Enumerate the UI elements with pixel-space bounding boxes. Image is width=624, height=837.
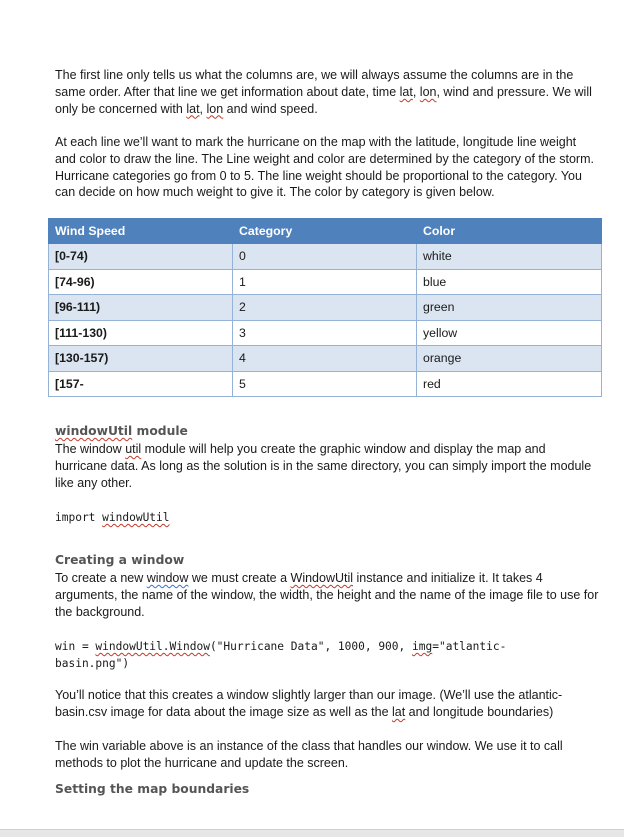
text-run: module: [132, 424, 188, 438]
win-variable-paragraph: The win variable above is an instance of the class that handles our window. We use it to call methods to plot the hurricane and update the screen.: [55, 739, 563, 770]
code-text: ="atlantic-: [432, 640, 507, 653]
cell-wind-speed: [96-111): [49, 295, 233, 321]
category-paragraph: At each line we’ll want to mark the hurricane on the map with the latitude, longitude line weight and color to draw the line. The Line weight and color are determined by the category of the storm. Hurricane categories go from 0 to 5. The line weight should be proportional to the category. You can decide on how much weight to give it. The color by category is given below.: [55, 135, 594, 200]
spellcheck-word: img: [412, 640, 433, 653]
cell-wind-speed: [111-130): [49, 320, 233, 346]
cell-category: 5: [233, 371, 417, 397]
text-run: and wind speed.: [223, 101, 318, 116]
text-run: , wind and pressure. We will only be concerned with: [55, 84, 592, 116]
header-category: Category: [233, 219, 417, 244]
cell-color: white: [417, 244, 602, 270]
cell-color: blue: [417, 269, 602, 295]
spellcheck-word: WindowUtil: [290, 571, 354, 585]
category-table: [48, 218, 602, 397]
text-run: ,: [199, 101, 207, 116]
cell-category: 2: [233, 295, 417, 321]
header-color: Color: [417, 219, 602, 244]
text-run: To create a new: [55, 571, 147, 585]
table-row: [49, 295, 602, 321]
spellcheck-word: lat: [399, 84, 413, 99]
code-keyword: import: [55, 511, 103, 524]
text-run: You’ll notice that this creates a window slightly larger than our image. (We’ll use the atlantic-basin.csv image for data about the image size as well as the: [55, 688, 563, 719]
text-run: we must create a: [188, 571, 291, 585]
table-row: [49, 244, 602, 270]
table-header-row: [49, 219, 602, 244]
cell-color: red: [417, 371, 602, 397]
cell-wind-speed: [0-74): [49, 244, 233, 270]
cell-color: green: [417, 295, 602, 321]
table-row: [49, 269, 602, 295]
text-run: The window: [55, 442, 126, 456]
window-util-paragraph: [55, 441, 600, 491]
cell-color: yellow: [417, 320, 602, 346]
cell-category: 3: [233, 320, 417, 346]
text-run: The first line only tells us what the columns are, we will always assume the columns are in the same order. After that line we get information about date, time: [55, 68, 574, 99]
spellcheck-word: lon: [206, 101, 224, 116]
code-text: basin.png"): [55, 657, 130, 670]
header-wind-speed: Wind Speed: [49, 219, 233, 244]
cell-wind-speed: [74-96): [49, 269, 233, 295]
intro-paragraph: [55, 67, 600, 117]
spellcheck-word: lon: [419, 84, 437, 99]
spellcheck-word: lat: [392, 704, 406, 719]
map-boundaries-heading: Setting the map boundaries: [55, 782, 250, 796]
table-row: [49, 371, 602, 397]
code-text: win =: [55, 640, 96, 653]
spellcheck-word: lat: [186, 101, 200, 116]
text-run: and longitude boundaries): [405, 704, 554, 719]
cell-category: 0: [233, 244, 417, 270]
window-code: [55, 638, 600, 672]
cell-wind-speed: [157-: [49, 371, 233, 397]
text-run: ,: [412, 84, 420, 99]
spellcheck-word: windowUtil: [102, 511, 170, 524]
window-util-heading: [55, 424, 188, 438]
cell-wind-speed: [130-157): [49, 346, 233, 372]
spellcheck-word: windowUtil: [55, 424, 133, 438]
window-size-paragraph: [55, 687, 600, 721]
table-row: [49, 320, 602, 346]
code-text: ("Hurricane Data", 1000, 900,: [209, 640, 413, 653]
cell-category: 4: [233, 346, 417, 372]
cell-category: 1: [233, 269, 417, 295]
spellcheck-word: util: [125, 442, 142, 456]
spellcheck-word: windowUtil.Window: [95, 640, 210, 653]
text-run: module will help you create the graphic window and display the map and hurricane data. As long as the solution is in the same directory, you can simply import the module like any other.: [55, 442, 592, 490]
text-run: instance and initialize it. It takes 4 arguments, the name of the window, the width, the height and the name of the image file to use for the background.: [55, 571, 599, 619]
table-row: [49, 346, 602, 372]
cell-color: orange: [417, 346, 602, 372]
creating-window-heading: Creating a window: [55, 553, 185, 567]
creating-window-paragraph: [55, 570, 600, 620]
import-code: [55, 509, 600, 526]
grammar-word: window: [146, 571, 189, 585]
